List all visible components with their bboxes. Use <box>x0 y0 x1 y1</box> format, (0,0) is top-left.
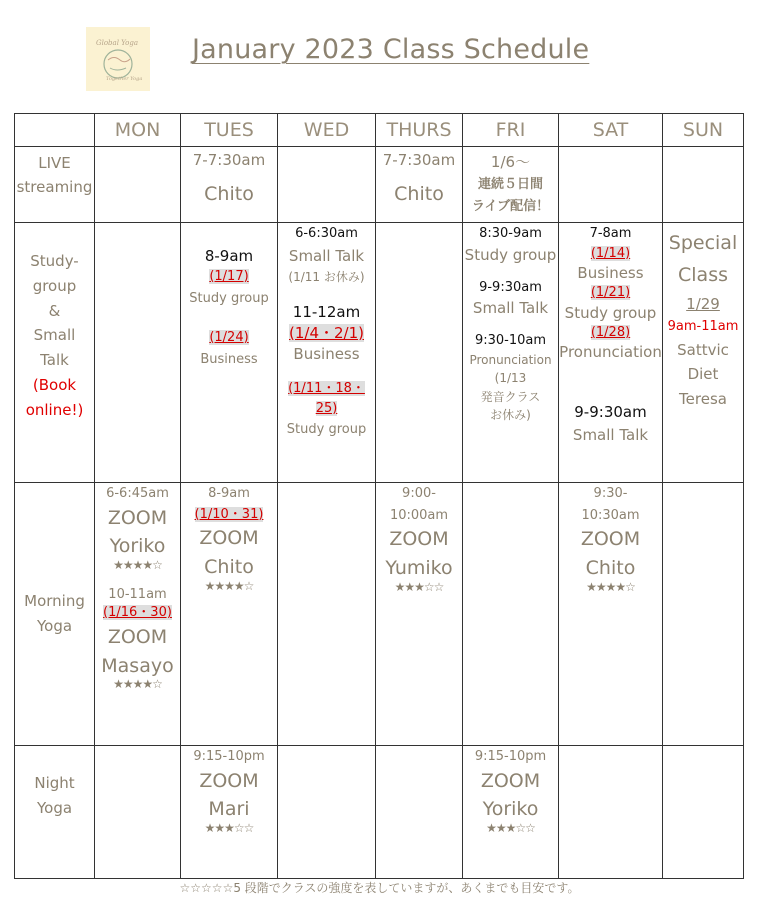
intensity-stars: ★★★★☆ <box>204 578 254 593</box>
cell-study-fri <box>463 223 559 483</box>
row-label-line: Small <box>33 326 76 345</box>
header-row <box>15 114 744 147</box>
cell-night-sat <box>559 746 663 879</box>
cell-study-mon <box>95 223 181 483</box>
date-wrap <box>278 401 375 417</box>
class-type: Study group <box>286 422 367 438</box>
special-class-topic: Sattvic <box>677 340 729 359</box>
cell-night-fri <box>463 746 559 879</box>
schedule-table <box>14 113 744 879</box>
intensity-footnote: ☆☆☆☆☆5 段階でクラスの強度を表していますが、あくまでも目安です。 <box>179 881 580 895</box>
class-mode: ZOOM <box>389 528 449 551</box>
row-label-line: Night <box>34 774 75 792</box>
row-label-line: Yoga <box>36 798 73 817</box>
class-mode: ZOOM <box>580 528 641 551</box>
row-label-morning <box>15 483 95 746</box>
date-badge: 25) <box>315 400 338 416</box>
logo-text-top: Global Yoga <box>96 39 139 47</box>
class-time: 11-12am <box>292 302 361 321</box>
special-class-date: 1/29 <box>686 294 720 313</box>
class-time: 9:30-10am <box>474 333 547 349</box>
row-study-group <box>15 223 744 483</box>
date-badge: (1/17) <box>209 269 249 284</box>
date-badge: (1/11・18・ <box>288 380 365 396</box>
class-time: 10-11am <box>108 586 167 602</box>
teacher-name: Masayo <box>101 654 174 677</box>
teacher-name: Yumiko <box>385 556 453 579</box>
row-label-line: Morning <box>24 592 85 611</box>
date-badge: (1/16・30) <box>103 605 172 621</box>
date-badge: (1/28) <box>590 324 631 340</box>
class-type: Study group <box>189 290 269 306</box>
cell-live-fri <box>463 147 559 223</box>
class-time: 9:15-10pm <box>193 749 265 764</box>
class-time: 8-9am <box>204 247 254 265</box>
class-type: Small Talk <box>472 299 549 318</box>
row-label-line: LIVE <box>38 154 71 172</box>
class-mode: ZOOM <box>107 625 168 648</box>
row-label-line: Yoga <box>36 617 73 635</box>
cell-live-thu <box>376 147 463 223</box>
class-type: Study group <box>564 303 657 322</box>
row-morning-yoga <box>15 483 744 746</box>
date-wrap <box>559 285 662 301</box>
intensity-stars: ★★★☆☆ <box>204 821 254 836</box>
date-wrap <box>278 324 375 342</box>
live-note: 1/6～ <box>490 153 531 171</box>
cell-live-tue <box>181 147 278 223</box>
teacher-name: Chito <box>204 183 254 205</box>
date-wrap <box>559 246 662 262</box>
class-type: Small Talk <box>288 246 365 265</box>
teacher-name: Yoriko <box>482 798 539 821</box>
class-time: 9-9:30am <box>574 403 647 422</box>
day-header-sun: SUN <box>663 114 744 147</box>
special-class-label: Class <box>678 264 728 287</box>
cell-study-sun <box>663 223 744 483</box>
row-label-line: Talk <box>40 351 69 369</box>
page-title: January 2023 Class Schedule <box>192 34 590 65</box>
date-wrap <box>181 269 277 285</box>
class-type: Study group <box>464 245 557 264</box>
special-class-topic: Diet <box>687 365 719 384</box>
date-badge: (1/21) <box>590 285 631 301</box>
cell-night-mon <box>95 746 181 879</box>
class-time: 6-6:45am <box>106 486 169 501</box>
class-note: (1/13 <box>494 371 527 386</box>
row-label-night <box>15 746 95 879</box>
class-time: 7-7:30am <box>192 151 266 169</box>
cell-morning-sun <box>663 483 744 746</box>
day-header-sat: SAT <box>559 114 663 147</box>
day-header-wed: WED <box>278 114 376 147</box>
date-wrap <box>95 605 180 621</box>
teacher-name: Mari <box>208 798 250 821</box>
class-time: 8-9am <box>208 486 250 501</box>
teacher-name: Chito <box>585 556 636 579</box>
row-label-line: streaming <box>16 178 93 196</box>
class-time: 9-9:30am <box>479 279 542 295</box>
class-time: 7-7:30am <box>382 151 456 169</box>
cell-night-sun <box>663 746 744 879</box>
class-time: 10:00am <box>389 507 449 523</box>
intensity-stars: ★★★★☆ <box>113 677 162 692</box>
cell-morning-sat <box>559 483 663 746</box>
class-time: 8:30-9am <box>479 226 542 241</box>
special-class-time: 9am-11am <box>667 318 739 334</box>
day-header-mon: MON <box>95 114 181 147</box>
cell-morning-wed <box>278 483 376 746</box>
special-class-label: Special <box>668 232 738 254</box>
date-wrap <box>181 507 277 523</box>
class-type: Pronunciation <box>559 343 662 362</box>
row-label-line: Study- <box>30 252 79 270</box>
day-header-fri: FRI <box>463 114 559 147</box>
class-time: 7-8am <box>589 226 632 241</box>
day-header-thu: THURS <box>376 114 463 147</box>
class-mode: ZOOM <box>107 506 168 529</box>
cell-morning-mon <box>95 483 181 746</box>
date-badge: (1/4・2/1) <box>289 323 364 342</box>
cell-live-sun <box>663 147 744 223</box>
row-label-line: & <box>48 301 61 320</box>
class-mode: ZOOM <box>199 769 259 792</box>
class-time: 9:30- <box>593 486 628 501</box>
cell-study-sat <box>559 223 663 483</box>
date-wrap <box>278 381 375 397</box>
class-type: Small Talk <box>572 426 649 445</box>
class-time: 9:15-10pm <box>474 749 547 764</box>
class-note: (1/11 お休み) <box>288 269 365 284</box>
cell-morning-fri <box>463 483 559 746</box>
book-online-note: online!) <box>25 400 84 419</box>
cell-study-tue <box>181 223 278 483</box>
class-time: 10:30am <box>581 507 640 523</box>
cell-night-wed <box>278 746 376 879</box>
logo-text-bottom: Together Yoga <box>106 76 143 82</box>
cell-morning-thu <box>376 483 463 746</box>
teacher-name: Chito <box>204 555 254 578</box>
book-online-note: (Book <box>32 375 77 394</box>
logo <box>86 27 150 91</box>
intensity-stars: ★★★☆☆ <box>486 821 535 836</box>
class-time: 6-6:30am <box>295 226 358 241</box>
class-time: 9:00- <box>402 486 436 501</box>
intensity-stars: ★★★★☆ <box>586 579 635 594</box>
cell-live-sat <box>559 147 663 223</box>
intensity-stars: ★★★☆☆ <box>394 579 444 594</box>
date-wrap <box>181 330 277 346</box>
date-badge: (1/14) <box>590 245 631 261</box>
class-note: お休み) <box>490 407 531 422</box>
class-mode: ZOOM <box>480 769 541 792</box>
live-note: 連続５日間 <box>477 176 543 192</box>
cell-study-wed <box>278 223 376 483</box>
teacher-name: Teresa <box>679 390 727 409</box>
row-live-streaming <box>15 147 744 223</box>
class-type: Pronunciation <box>469 352 552 367</box>
class-note: 発音クラス <box>480 389 541 404</box>
cell-live-mon <box>95 147 181 223</box>
row-label-study <box>15 223 95 483</box>
date-badge: (1/24) <box>209 330 249 346</box>
row-label-live <box>15 147 95 223</box>
cell-night-thu <box>376 746 463 879</box>
class-type: Business <box>577 264 644 283</box>
cell-study-thu <box>376 223 463 483</box>
row-night-yoga <box>15 746 744 879</box>
date-wrap <box>559 325 662 341</box>
teacher-name: Yoriko <box>109 535 166 558</box>
class-type: Business <box>200 351 258 367</box>
class-mode: ZOOM <box>199 527 259 550</box>
cell-morning-tue <box>181 483 278 746</box>
row-label-line: group <box>32 276 77 295</box>
class-type: Business <box>293 344 360 363</box>
header-corner <box>15 114 95 147</box>
teacher-name: Chito <box>394 183 444 205</box>
date-badge: (1/10・31) <box>194 506 264 522</box>
intensity-stars: ★★★★☆ <box>113 558 162 573</box>
live-note: ライブ配信！ <box>471 198 550 214</box>
cell-night-tue <box>181 746 278 879</box>
cell-live-wed <box>278 147 376 223</box>
day-header-tue: TUES <box>181 114 278 147</box>
